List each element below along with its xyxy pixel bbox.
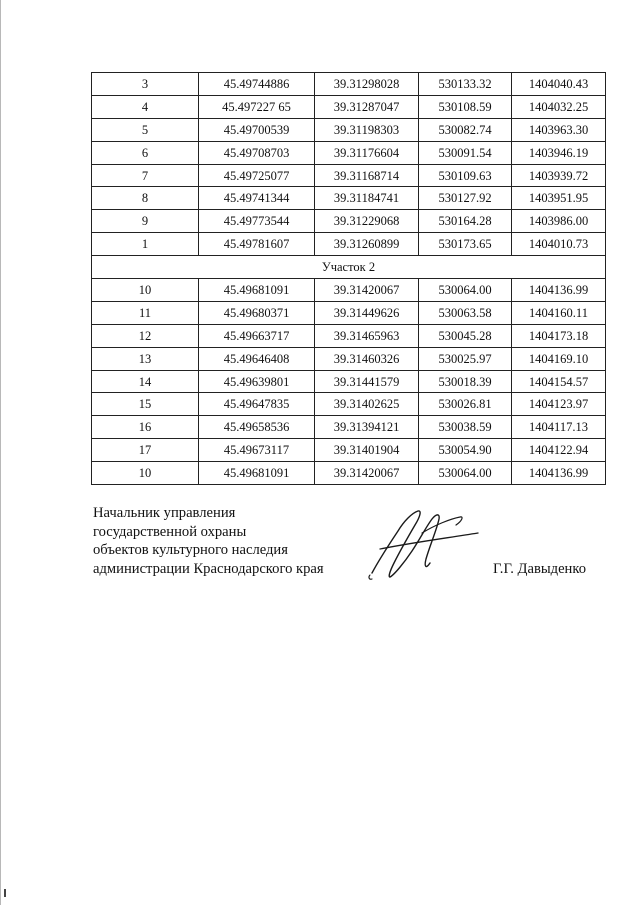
table-cell: 1403963.30 (512, 118, 606, 141)
table-cell: 39.31229068 (315, 210, 419, 233)
table-cell: 530064.00 (419, 462, 512, 485)
table-cell: 45.49708703 (199, 141, 315, 164)
table-cell: 45.49658536 (199, 416, 315, 439)
table-cell: 39.31298028 (315, 73, 419, 96)
table-cell: 39.31460326 (315, 347, 419, 370)
table-cell: 45.49673117 (199, 439, 315, 462)
table-row (92, 416, 606, 439)
table-cell: 10 (92, 279, 199, 302)
coordinates-table-body (92, 73, 606, 485)
table-cell: 1 (92, 233, 199, 256)
table-cell: 45.49639801 (199, 370, 315, 393)
table-cell: 16 (92, 416, 199, 439)
section-row (92, 256, 606, 279)
table-cell: 5 (92, 118, 199, 141)
table-cell: 1404032.25 (512, 95, 606, 118)
table-cell: 530108.59 (419, 95, 512, 118)
table-cell: 39.31441579 (315, 370, 419, 393)
signer-name: Г.Г. Давыденко (493, 561, 587, 577)
table-row (92, 439, 606, 462)
table-cell: 39.31420067 (315, 279, 419, 302)
table-cell: 1403951.95 (512, 187, 606, 210)
table-cell: 1404040.43 (512, 73, 606, 96)
table-cell: 15 (92, 393, 199, 416)
table-row (92, 393, 606, 416)
table-cell: 1404136.99 (512, 462, 606, 485)
table-row (92, 141, 606, 164)
coordinates-table-container (91, 72, 605, 485)
table-cell: 17 (92, 439, 199, 462)
table-row (92, 279, 606, 302)
table-cell: 1404122.94 (512, 439, 606, 462)
table-cell: 45.497227 65 (199, 95, 315, 118)
table-cell: 1404117.13 (512, 416, 606, 439)
table-cell: 45.49741344 (199, 187, 315, 210)
table-cell: 530164.28 (419, 210, 512, 233)
table-cell: 530127.92 (419, 187, 512, 210)
table-row (92, 233, 606, 256)
table-cell: 530018.39 (419, 370, 512, 393)
table-cell: 530173.65 (419, 233, 512, 256)
table-cell: 9 (92, 210, 199, 233)
table-row (92, 164, 606, 187)
table-cell: 1403946.19 (512, 141, 606, 164)
table-cell: 39.31168714 (315, 164, 419, 187)
table-cell: 530025.97 (419, 347, 512, 370)
table-cell: 1403939.72 (512, 164, 606, 187)
table-cell: 530133.32 (419, 73, 512, 96)
table-cell: 45.49744886 (199, 73, 315, 96)
table-cell: 530054.90 (419, 439, 512, 462)
table-row (92, 370, 606, 393)
table-row (92, 187, 606, 210)
table-cell: 14 (92, 370, 199, 393)
table-cell: 12 (92, 324, 199, 347)
signature-title-line: объектов культурного наследия (93, 542, 288, 558)
table-cell: 530091.54 (419, 141, 512, 164)
table-cell: 1404123.97 (512, 393, 606, 416)
table-cell: 39.31176604 (315, 141, 419, 164)
table-cell: 39.31394121 (315, 416, 419, 439)
table-row (92, 95, 606, 118)
signature-title-line: Начальник управления (93, 505, 236, 521)
table-cell: 1404136.99 (512, 279, 606, 302)
table-cell: 3 (92, 73, 199, 96)
table-row (92, 73, 606, 96)
table-cell: 6 (92, 141, 199, 164)
table-cell: 39.31198303 (315, 118, 419, 141)
table-cell: 39.31449626 (315, 301, 419, 324)
table-cell: 530038.59 (419, 416, 512, 439)
signature-title-line: администрации Краснодарского края (93, 560, 324, 577)
table-cell: 39.31287047 (315, 95, 419, 118)
table-cell: 530063.58 (419, 301, 512, 324)
table-cell: 45.49773544 (199, 210, 315, 233)
table-cell: 13 (92, 347, 199, 370)
page-corner-mark (4, 889, 6, 897)
signature-title-block (93, 504, 324, 578)
table-cell: 45.49781607 (199, 233, 315, 256)
table-cell: 11 (92, 301, 199, 324)
handwritten-signature (360, 503, 485, 583)
table-cell: 10 (92, 462, 199, 485)
table-row (92, 118, 606, 141)
coordinates-table (91, 72, 606, 485)
table-cell: 1404169.10 (512, 347, 606, 370)
table-row (92, 347, 606, 370)
table-cell: 1404173.18 (512, 324, 606, 347)
table-cell: 45.49700539 (199, 118, 315, 141)
table-cell: 1404160.11 (512, 301, 606, 324)
table-cell: 530082.74 (419, 118, 512, 141)
table-row (92, 462, 606, 485)
table-row (92, 301, 606, 324)
table-cell: 530045.28 (419, 324, 512, 347)
table-cell: 45.49646408 (199, 347, 315, 370)
table-cell: 45.49681091 (199, 279, 315, 302)
table-cell: 39.31401904 (315, 439, 419, 462)
table-cell: 39.31184741 (315, 187, 419, 210)
table-cell: 45.49680371 (199, 301, 315, 324)
table-row (92, 210, 606, 233)
table-cell: 45.49647835 (199, 393, 315, 416)
table-cell: 45.49663717 (199, 324, 315, 347)
table-row (92, 324, 606, 347)
table-cell: 39.31420067 (315, 462, 419, 485)
table-cell: 530064.00 (419, 279, 512, 302)
table-cell: 530026.81 (419, 393, 512, 416)
table-cell: 1404010.73 (512, 233, 606, 256)
table-cell: 45.49681091 (199, 462, 315, 485)
section-label: Участок 2 (92, 256, 606, 279)
table-cell: 39.31260899 (315, 233, 419, 256)
table-cell: 530109.63 (419, 164, 512, 187)
table-cell: 39.31402625 (315, 393, 419, 416)
page-left-edge (0, 0, 1, 905)
table-cell: 1403986.00 (512, 210, 606, 233)
table-cell: 1404154.57 (512, 370, 606, 393)
table-cell: 7 (92, 164, 199, 187)
table-cell: 4 (92, 95, 199, 118)
table-cell: 45.49725077 (199, 164, 315, 187)
signature-title-line: государственной охраны (93, 523, 247, 540)
table-cell: 8 (92, 187, 199, 210)
table-cell: 39.31465963 (315, 324, 419, 347)
